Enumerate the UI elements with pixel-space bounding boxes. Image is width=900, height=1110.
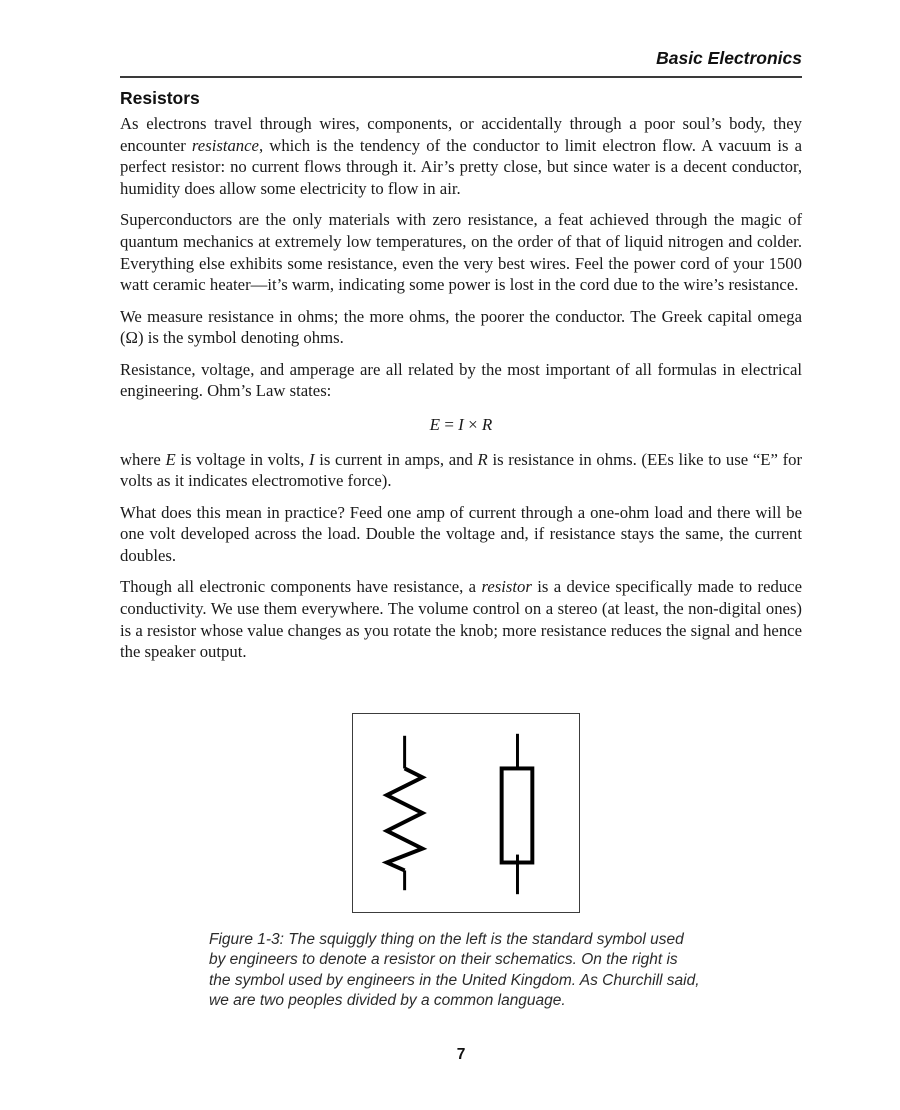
page-number: 7 (456, 1046, 466, 1063)
text-run: Though all electronic components have resistance, a (120, 577, 482, 597)
uk-resistor-rectangle-symbol (502, 734, 533, 894)
text-run: where (120, 449, 166, 469)
formula-var-e: E (429, 414, 441, 434)
us-resistor-zigzag-symbol (387, 736, 423, 890)
figure-caption (209, 930, 729, 1011)
text-run-italic: R (477, 449, 488, 469)
formula-var-i: I (458, 414, 464, 434)
paragraph-3: We measure resistance in ohms; the more ohms, the poorer the conductor. The Greek capital omega (Ω) is the symbol denoting ohms. (120, 306, 802, 348)
resistor-symbols-diagram (353, 714, 579, 912)
ohms-law-formula (120, 414, 802, 436)
caption-line: Figure 1-3: The squiggly thing on the left is the standard symbol used (209, 931, 684, 948)
text-run-italic: I (308, 449, 315, 469)
caption-line: the symbol used by engineers in the United Kingdom. As Churchill said, (209, 971, 700, 989)
figure-1-3-box (352, 713, 580, 913)
paragraph-6: What does this mean in practice? Feed one amp of current through a one-ohm load and there will be one volt developed across the load. Double the voltage and, if resistance stays the same, the current doubles. (120, 502, 802, 565)
body-text (120, 113, 802, 672)
header-rule (120, 76, 802, 78)
running-header: Basic Electronics (656, 48, 802, 68)
paragraph-2: Superconductors are the only materials with zero resistance, a feat achieved through the magic of quantum mechanics at extremely low temperatures, on the order of that of liquid nitrogen and colder. Everything else exhibits some resistance, even the very best wires. Feel the power cord of your 1500 watt ceramic heater—it’s warm, indicating some power is lost in the cord due to the wire’s resistance. (120, 210, 802, 295)
text-run: is voltage in volts, (175, 449, 309, 469)
formula-var-r: R (481, 414, 493, 434)
text-run: , which is the tendency of the conductor to limit electron flow. A vacuum is a perfect resistor: no current flows through it. Air’s pretty close, but since water is a decent conductor, humidity does allow some electricity to flow in air. (120, 135, 802, 199)
formula-times: × (463, 414, 482, 434)
section-heading: Resistors (120, 88, 200, 108)
text-run: is a device specifically made to reduce conductivity. We use them everywhere. The volume control on a stereo (at least, the non-digital ones) is a resistor whose value changes as you rotate the knob; more resistance reduces the signal and hence the speaker output. (120, 577, 802, 662)
paragraph-5 (120, 449, 802, 492)
caption-line: we are two peoples divided by a common language. (209, 991, 566, 1009)
text-run-italic: resistor (481, 577, 532, 597)
paragraph-7 (120, 576, 802, 663)
formula-equals: = (440, 414, 459, 434)
text-run-italic: resistance (191, 135, 259, 155)
text-run: As electrons travel through wires, components, or accidentally through a poor soul’s body, they encounter (120, 114, 802, 155)
paragraph-4: Resistance, voltage, and amperage are all related by the most important of all formulas in electrical engineering. Ohm’s Law states: (120, 359, 802, 401)
caption-line: by engineers to denote a resistor on their schematics. On the right is (209, 951, 678, 969)
text-run: is current in amps, and (314, 449, 478, 469)
text-run-italic: E (165, 449, 176, 469)
text-run: is resistance in ohms. (EEs like to use “E” for volts as it indicates electromotive force). (120, 449, 803, 491)
paragraph-1 (120, 113, 802, 200)
